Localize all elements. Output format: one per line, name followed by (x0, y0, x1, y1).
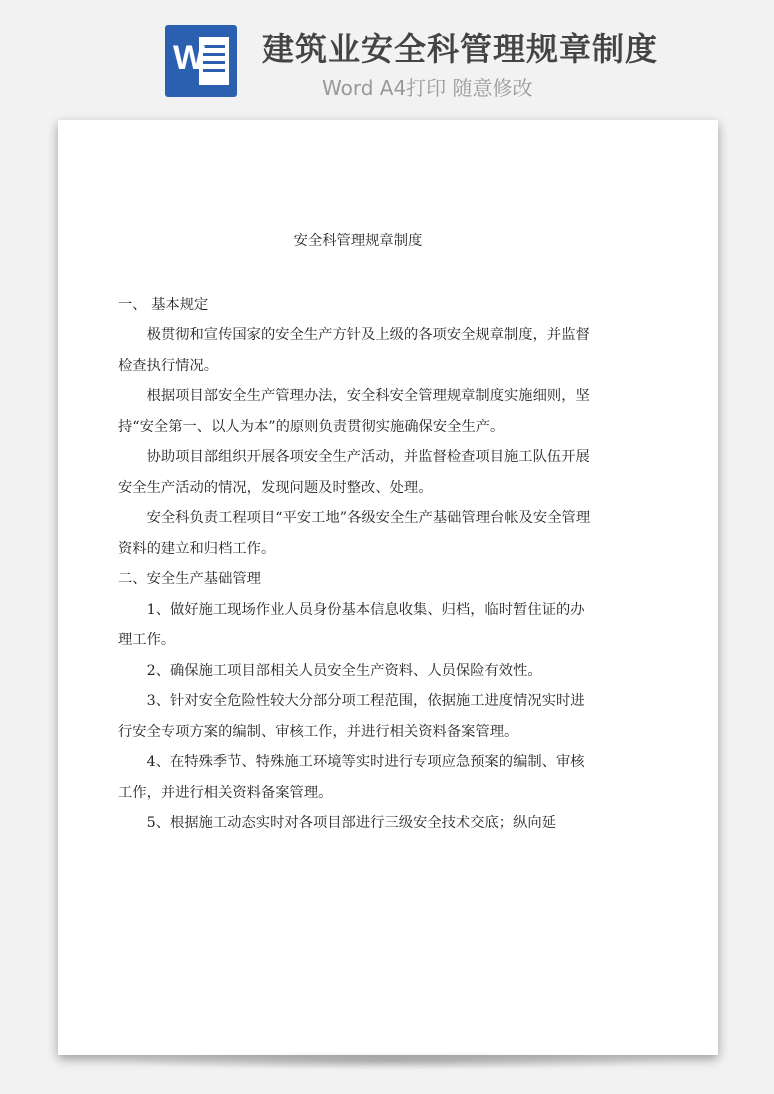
paragraph: 安全科负责工程项目“平安工地”各级安全生产基础管理台帐及安全管理资料的建立和归档工作。 (118, 510, 591, 557)
section-heading-foundation: 二、安全生产基础管理 (118, 571, 261, 587)
word-icon (165, 25, 237, 97)
paragraph: 协助项目部组织开展各项安全生产活动，并监督检查项目施工队伍开展安全生产活动的情况，发现问题及时整改、处理。 (118, 449, 590, 496)
paragraph: 根据项目部安全生产管理办法，安全科安全管理规章制度实施细则，坚持“安全第一、以人为本”的原则负责贯彻实施确保安全生产。 (118, 388, 590, 435)
banner-title: 建筑业安全科管理规章制度 (262, 30, 659, 68)
document-body (118, 226, 598, 839)
paragraph: 极贯彻和宣传国家的安全生产方针及上级的各项安全规章制度，并监督检查执行情况。 (118, 327, 590, 374)
word-icon-letter: W (173, 39, 206, 77)
page-shadow (90, 1052, 690, 1070)
header-banner (0, 0, 774, 110)
document-title: 安全科管理规章制度 (293, 233, 423, 249)
paragraph: 1、做好施工现场作业人员身份基本信息收集、归档，临时暂住证的办理工作。 (118, 601, 585, 648)
paragraph: 2、确保施工项目部相关人员安全生产资料、人员保险有效性。 (146, 662, 542, 679)
paragraph: 5、根据施工动态实时对各项目部进行三级安全技术交底；纵向延 (146, 815, 556, 831)
section-heading-basic: 一、 基本规定 (118, 296, 209, 313)
paragraph: 4、在特殊季节、特殊施工环境等实时进行专项应急预案的编制、审核工作，并进行相关资料备案管理。 (118, 754, 585, 801)
banner-subtitle: Word A4打印 随意修改 (322, 76, 533, 100)
paragraph: 3、针对安全危险性较大分部分项工程范围，依据施工进度情况实时进行安全专项方案的编制、审核工作，并进行相关资料备案管理。 (118, 693, 585, 740)
